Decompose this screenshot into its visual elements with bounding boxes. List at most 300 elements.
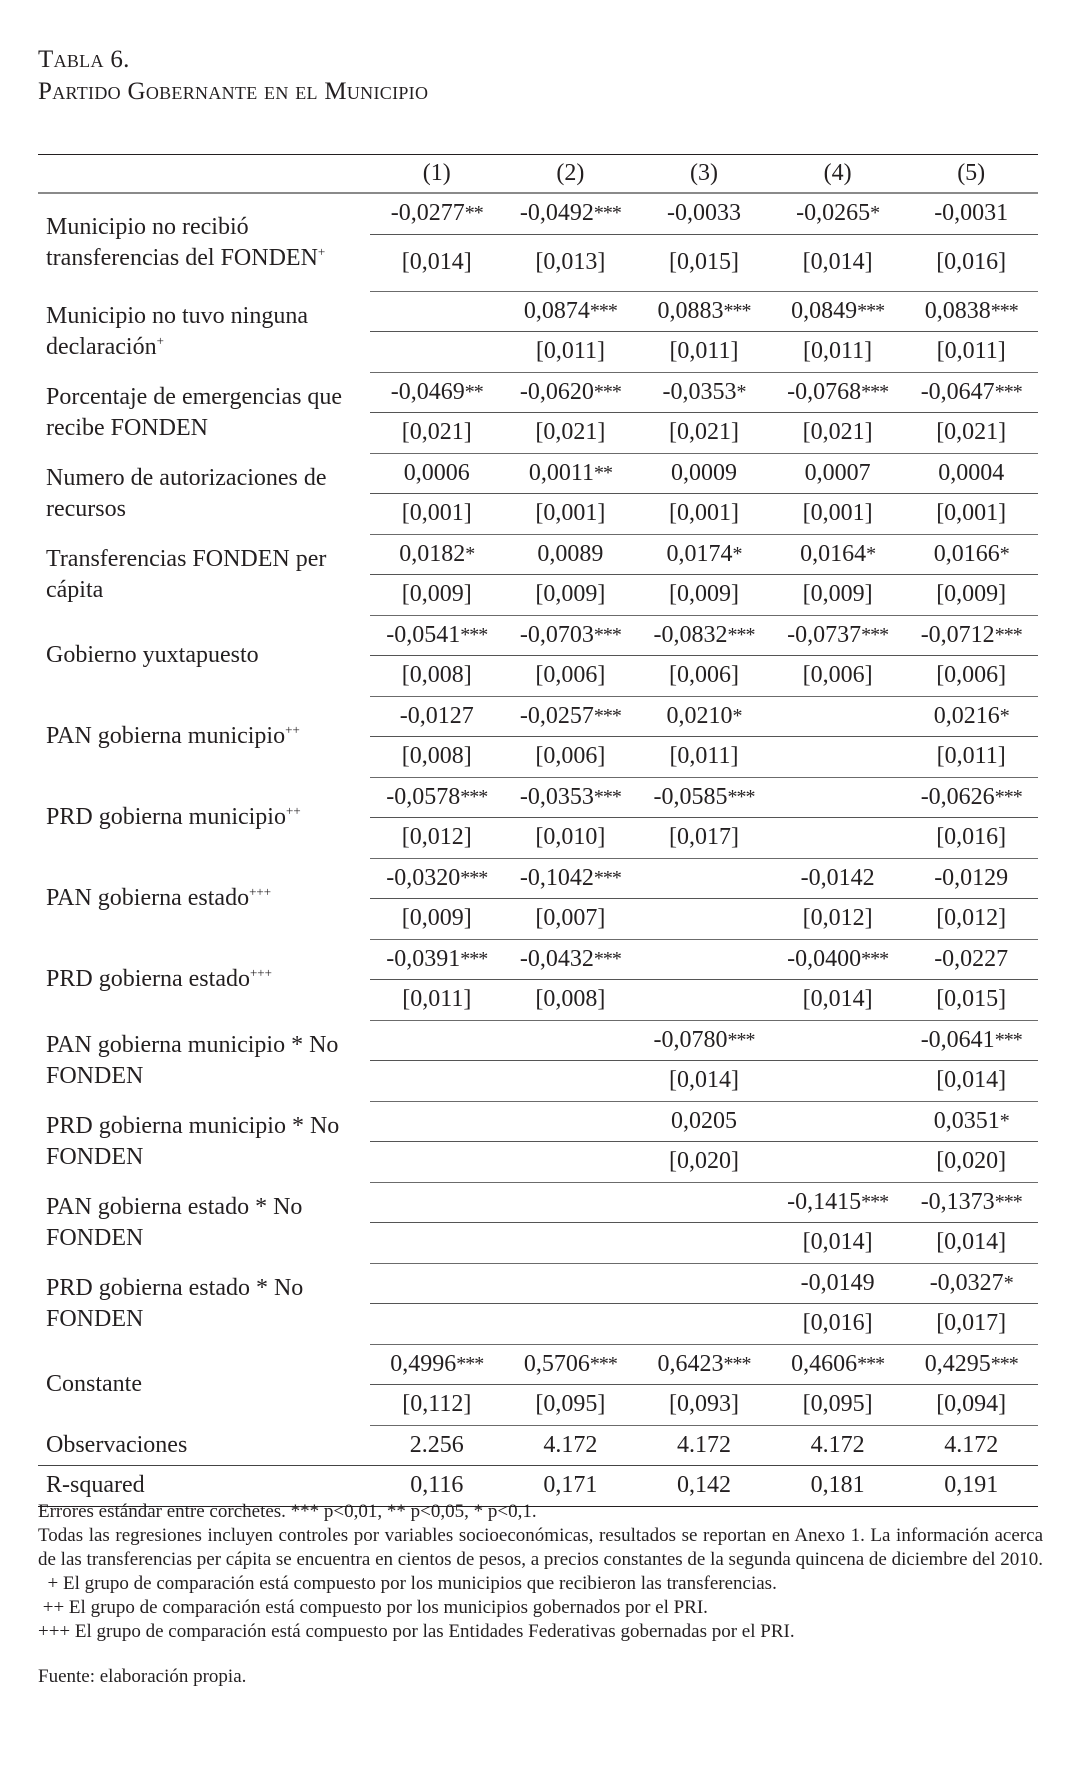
variable-label [38,858,370,939]
significance-stars: *** [727,785,755,808]
table-caption [38,44,428,108]
coefficient-cell [771,534,905,575]
significance-stars: * [999,704,1009,727]
column-header: (4) [771,155,905,194]
variable-name: PAN gobierna municipio [46,723,286,749]
coefficient-value: -0,0320 [386,864,461,891]
significance-stars: *** [593,947,621,970]
coefficient-cell [904,372,1038,413]
coefficient-cell [904,453,1038,494]
significance-stars: *** [994,623,1022,646]
variable-label [38,615,370,696]
standard-error-cell [771,737,905,778]
coefficient-cell [370,777,504,818]
coefficient-cell [504,777,638,818]
variable-label [38,777,370,858]
significance-stars: ** [593,461,612,484]
coefficient-value: -0,1415 [787,1188,862,1215]
coefficient-value: 0,0205 [670,1107,737,1134]
coefficient-value: 0,0006 [403,459,470,486]
coefficient-cell [504,291,638,332]
coefficient-value: -0,0400 [787,945,862,972]
column-header: (1) [370,155,504,194]
variable-label [38,1101,370,1182]
coefficient-value: -0,1373 [920,1188,995,1215]
standard-error-cell: [0,112] [370,1385,504,1426]
comparison-group-mark: + [317,243,326,259]
significance-stars: * [999,542,1009,565]
standard-error-cell [771,818,905,859]
coefficient-value: 0,0210 [666,702,733,729]
standard-error-cell: [0,009] [504,575,638,616]
standard-error-cell: [0,020] [904,1142,1038,1183]
significance-stars: *** [994,1190,1022,1213]
coefficient-cell [637,939,771,980]
coefficient-cell [904,1263,1038,1304]
coefficient-cell [771,1182,905,1223]
coefficient-row [38,1020,1038,1061]
standard-error-cell: [0,013] [504,234,638,291]
significance-stars: *** [460,947,488,970]
coefficient-cell [904,193,1038,234]
standard-error-cell [370,1223,504,1264]
summary-value: 0,171 [543,1472,598,1499]
variable-name: PRD gobierna municipio [46,804,286,830]
column-header: (3) [637,155,771,194]
standard-error-cell: [0,095] [504,1385,638,1426]
coefficient-cell [637,372,771,413]
coefficient-cell [904,291,1038,332]
significance-stars: * [870,202,880,225]
standard-error-cell: [0,021] [904,413,1038,454]
standard-error-cell [771,1061,905,1102]
coefficient-cell [504,1020,638,1061]
standard-error-cell [370,1061,504,1102]
standard-error-cell [637,1223,771,1264]
coefficient-value: 0,0011 [528,459,594,486]
standard-error-cell: [0,001] [904,494,1038,535]
coefficient-row [38,777,1038,818]
coefficient-cell [904,1020,1038,1061]
standard-error-cell: [0,017] [904,1304,1038,1345]
standard-error-cell: [0,012] [904,899,1038,940]
variable-name: PAN gobierna estado * No FONDEN [46,1193,303,1251]
variable-name: Porcentaje de emergencias que recibe FONDEN [46,383,343,441]
header-row [38,155,1038,194]
comparison-group-mark: +++ [249,965,272,980]
standard-error-cell: [0,095] [771,1385,905,1426]
coefficient-cell [370,291,504,332]
significance-stars: *** [727,1028,755,1051]
coefficient-value: -0,0257 [519,702,594,729]
coefficient-value: -0,0703 [519,621,594,648]
coefficient-value: -0,0277 [390,200,465,227]
standard-error-cell: [0,008] [370,737,504,778]
coefficient-cell [637,453,771,494]
coefficient-value: 0,0874 [523,297,590,324]
significance-stars: *** [994,1028,1022,1051]
standard-error-cell: [0,011] [771,332,905,373]
standard-error-cell: [0,021] [637,413,771,454]
standard-error-cell: [0,001] [637,494,771,535]
standard-error-cell: [0,011] [504,332,638,373]
column-header: (2) [504,155,638,194]
coefficient-value: 0,0004 [938,459,1005,486]
coefficient-cell [771,193,905,234]
coefficient-cell [370,939,504,980]
coefficient-row [38,858,1038,899]
variable-label [38,534,370,615]
coefficient-row [38,291,1038,332]
coefficient-cell [904,696,1038,737]
standard-error-cell [370,1304,504,1345]
coefficient-value: -0,0149 [800,1269,875,1296]
standard-error-cell: [0,021] [504,413,638,454]
standard-error-cell [504,1304,638,1345]
significance-stars: *** [593,866,621,889]
coefficient-cell [637,696,771,737]
coefficient-cell [504,372,638,413]
column-header: (5) [904,155,1038,194]
coefficient-cell [637,1020,771,1061]
coefficient-cell [370,615,504,656]
significance-stars: *** [857,299,885,322]
coefficient-value: -0,0620 [519,378,594,405]
standard-error-cell: [0,014] [904,1223,1038,1264]
standard-error-cell: [0,006] [504,656,638,697]
coefficient-row [38,534,1038,575]
variable-name: Numero de autorizaciones de recursos [46,464,327,522]
footnote: ++ El grupo de comparación está compuesto por los municipios gobernados por el PRI. [38,1597,708,1618]
table-number: Tabla 6. [38,46,130,73]
significance-stars: * [732,704,742,727]
standard-error-cell: [0,014] [771,1223,905,1264]
summary-value: 0,181 [810,1472,865,1499]
coefficient-value: 0,0182 [399,540,466,567]
standard-error-cell: [0,006] [771,656,905,697]
comparison-group-mark: +++ [249,884,272,899]
coefficient-cell [504,858,638,899]
standard-error-cell: [0,009] [370,899,504,940]
summary-value: 4.172 [504,1425,638,1466]
coefficient-value: -0,0626 [920,783,995,810]
coefficient-value: 0,0216 [933,702,1000,729]
coefficient-value: -0,0033 [666,200,741,227]
table-notes [38,1500,1043,1689]
coefficient-cell [904,534,1038,575]
coefficient-value: -0,0585 [653,783,728,810]
standard-error-cell [370,1142,504,1183]
significance-stars: *** [990,1352,1018,1375]
standard-error-cell: [0,017] [637,818,771,859]
coefficient-value: -0,0432 [519,945,594,972]
significance-stars: *** [460,785,488,808]
coefficient-cell [771,453,905,494]
coefficient-value: -0,0780 [653,1026,728,1053]
coefficient-row [38,372,1038,413]
summary-value: 2.256 [370,1425,504,1466]
standard-error-cell: [0,012] [771,899,905,940]
variable-label [38,1182,370,1263]
coefficient-cell [771,1020,905,1061]
standard-error-cell: [0,014] [771,980,905,1021]
coefficient-cell [504,1263,638,1304]
coefficient-row [38,1263,1038,1304]
variable-name: PAN gobierna municipio * No FONDEN [46,1031,339,1089]
coefficient-cell [370,1020,504,1061]
standard-error-cell: [0,001] [771,494,905,535]
significance-stars: * [866,542,876,565]
coefficient-value: 0,0838 [924,297,991,324]
significance-stars: ** [464,202,483,225]
coefficient-cell [637,615,771,656]
coefficient-cell [504,193,638,234]
coefficient-cell [771,1344,905,1385]
coefficient-value: -0,0712 [920,621,995,648]
coefficient-cell [771,291,905,332]
coefficient-cell [637,1344,771,1385]
standard-error-cell: [0,016] [771,1304,905,1345]
coefficient-value: 0,0883 [657,297,724,324]
coefficient-value: -0,0492 [519,200,594,227]
footnote: +++ El grupo de comparación está compuesto por las Entidades Federativas gobernadas por el PRI. [38,1621,795,1642]
coefficient-value: 0,0174 [666,540,733,567]
coefficient-cell [504,696,638,737]
standard-error-cell [504,1223,638,1264]
controls-note: Todas las regresiones incluyen controles por variables socioeconómicas, resultados se reportan en Anexo 1. La información acerca de las transferencias per cápita se encuentra en cientos de pesos, a precios constantes de la segunda quincena de diciembre del 2010. [38,1525,1044,1570]
coefficient-cell [771,858,905,899]
standard-error-cell: [0,008] [370,656,504,697]
standard-error-cell: [0,008] [504,980,638,1021]
coefficient-value: 0,4606 [791,1350,858,1377]
variable-label [38,372,370,453]
standard-error-cell [370,332,504,373]
standard-error-cell: [0,011] [904,332,1038,373]
coefficient-cell [370,696,504,737]
significance-stars: *** [460,623,488,646]
coefficient-value: -0,0127 [399,702,474,729]
significance-stars: *** [593,623,621,646]
comparison-group-mark: ++ [285,803,301,818]
standard-error-cell [504,1061,638,1102]
summary-value: 4.172 [904,1425,1038,1466]
coefficient-row [38,939,1038,980]
variable-name: PRD gobierna municipio * No FONDEN [46,1112,340,1170]
significance-stars: * [1003,1271,1013,1294]
significance-stars: *** [727,623,755,646]
variable-name: Constante [46,1371,142,1397]
significance-stars: *** [593,704,621,727]
standard-error-cell: [0,021] [370,413,504,454]
standard-error-cell: [0,014] [904,1061,1038,1102]
significance-stars: * [732,542,742,565]
significance-stars: *** [861,947,889,970]
variable-label [38,1020,370,1101]
coefficient-row [38,1344,1038,1385]
coefficient-cell [504,1344,638,1385]
standard-error-cell: [0,007] [504,899,638,940]
summary-label: Observaciones [38,1425,370,1466]
coefficient-cell [637,193,771,234]
coefficient-value: -0,0578 [386,783,461,810]
coefficient-cell [637,1101,771,1142]
significance-stars: *** [593,202,621,225]
coefficient-value: 0,0849 [791,297,858,324]
significance-stars: *** [456,1352,484,1375]
variable-label [38,939,370,1020]
comparison-group-mark: + [156,332,164,348]
standard-error-cell [771,1142,905,1183]
coefficient-cell [904,1101,1038,1142]
coefficient-value: -0,0832 [653,621,728,648]
coefficient-row [38,1101,1038,1142]
coefficient-cell [637,1263,771,1304]
coefficient-cell [370,1101,504,1142]
coefficient-value: -0,0129 [934,864,1009,891]
coefficient-row [38,453,1038,494]
standard-error-cell: [0,015] [904,980,1038,1021]
coefficient-cell [370,1182,504,1223]
coefficient-row [38,193,1038,234]
coefficient-cell [771,1101,905,1142]
standard-error-cell: [0,093] [637,1385,771,1426]
coefficient-cell [504,615,638,656]
standard-error-cell: [0,011] [637,332,771,373]
coefficient-cell [504,939,638,980]
stderr-note: Errores estándar entre corchetes. *** p<0,01, ** p<0,05, * p<0,1. [38,1501,537,1522]
standard-error-cell: [0,014] [771,234,905,291]
coefficient-cell [904,1344,1038,1385]
variable-label [38,291,370,372]
standard-error-cell: [0,009] [904,575,1038,616]
table-body [38,193,1038,1506]
summary-value: 4.172 [637,1425,771,1466]
coefficient-value: -0,0353 [519,783,594,810]
coefficient-value: 0,0166 [933,540,1000,567]
significance-stars: * [999,1109,1009,1132]
summary-label: R-squared [46,1472,145,1499]
coefficient-cell [370,193,504,234]
coefficient-row [38,696,1038,737]
coefficient-cell [637,534,771,575]
summary-value: 0,116 [410,1472,464,1499]
variable-name: Municipio no recibió transferencias del FONDEN [46,213,318,271]
coefficient-cell [504,1101,638,1142]
standard-error-cell: [0,011] [904,737,1038,778]
coefficient-value: 0,0089 [537,540,604,567]
coefficient-value: -0,0469 [390,378,465,405]
significance-stars: *** [861,1190,889,1213]
significance-stars: * [465,542,475,565]
significance-stars: ** [464,380,483,403]
coefficient-cell [771,615,905,656]
standard-error-cell: [0,014] [370,234,504,291]
coefficient-value: -0,0541 [386,621,461,648]
summary-row [38,1425,1038,1466]
coefficient-value: -0,0265 [796,200,871,227]
coefficient-cell [904,615,1038,656]
table-title: Partido Gobernante en el Municipio [38,78,429,105]
summary-value: 4.172 [771,1425,905,1466]
coefficient-value: 0,4295 [924,1350,991,1377]
coefficient-value: 0,0007 [804,459,871,486]
coefficient-cell [637,1182,771,1223]
source-note: Fuente: elaboración propia. [38,1666,247,1687]
standard-error-cell: [0,011] [637,737,771,778]
standard-error-cell: [0,016] [904,818,1038,859]
coefficient-cell [370,534,504,575]
coefficient-cell [771,777,905,818]
coefficient-value: -0,0391 [386,945,461,972]
standard-error-cell [637,899,771,940]
standard-error-cell: [0,006] [637,656,771,697]
coefficient-cell [370,372,504,413]
header-blank [38,155,370,194]
variable-label [38,1263,370,1344]
coefficient-value: 0,0009 [670,459,737,486]
significance-stars: *** [589,1352,617,1375]
standard-error-cell: [0,094] [904,1385,1038,1426]
coefficient-value: 0,6423 [657,1350,724,1377]
coefficient-cell [504,453,638,494]
standard-error-cell: [0,006] [904,656,1038,697]
variable-label [38,453,370,534]
standard-error-cell: [0,001] [504,494,638,535]
coefficient-cell [637,858,771,899]
standard-error-cell: [0,014] [637,1061,771,1102]
standard-error-cell: [0,021] [771,413,905,454]
standard-error-cell: [0,009] [370,575,504,616]
coefficient-row [38,1182,1038,1223]
coefficient-value: -0,0737 [787,621,862,648]
coefficient-row [38,615,1038,656]
coefficient-value: -0,0142 [800,864,875,891]
coefficient-cell [370,858,504,899]
standard-error-cell: [0,015] [637,234,771,291]
significance-stars: * [736,380,746,403]
coefficient-value: -0,0768 [787,378,862,405]
coefficient-value: -0,0353 [662,378,737,405]
coefficient-value: -0,0647 [920,378,995,405]
coefficient-cell [904,858,1038,899]
significance-stars: *** [861,623,889,646]
significance-stars: *** [589,299,617,322]
significance-stars: *** [593,785,621,808]
summary-value: 0,191 [944,1472,999,1499]
coefficient-value: 0,0164 [800,540,867,567]
variable-name: Transferencias FONDEN per cápita [46,545,327,603]
variable-name: Municipio no tuvo ninguna declaración [46,302,308,360]
variable-label [38,1344,370,1425]
coefficient-cell [370,1263,504,1304]
coefficient-value: -0,0031 [934,200,1009,227]
comparison-group-mark: ++ [285,722,300,737]
coefficient-cell [771,372,905,413]
significance-stars: *** [723,1352,751,1375]
standard-error-cell: [0,006] [504,737,638,778]
coefficient-cell [504,534,638,575]
standard-error-cell [637,1304,771,1345]
variable-name: PAN gobierna estado [46,885,250,911]
coefficient-cell [904,777,1038,818]
coefficient-cell [771,696,905,737]
variable-label [38,696,370,777]
standard-error-cell: [0,011] [370,980,504,1021]
coefficient-cell [771,939,905,980]
significance-stars: *** [857,1352,885,1375]
regression-table [38,154,1038,1507]
variable-name: Gobierno yuxtapuesto [46,642,259,668]
